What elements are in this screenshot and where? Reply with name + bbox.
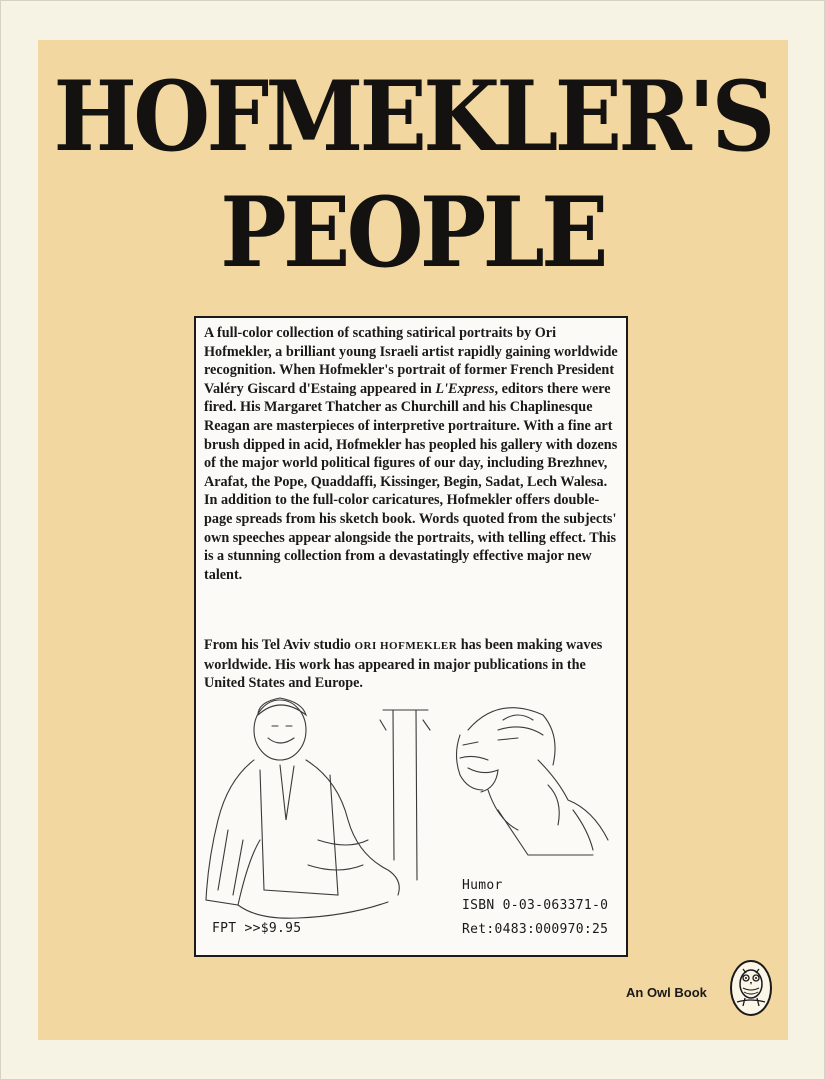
description-box — [194, 316, 628, 957]
author-name: ORI HOFMEKLER — [354, 640, 458, 652]
book-description — [204, 324, 622, 584]
bio-text-1: From his Tel Aviv studio — [204, 637, 355, 653]
description-italic: L'Express — [435, 380, 495, 397]
figure-left-coat — [260, 770, 338, 895]
isbn-label: ISBN 0-03-063371-0 — [462, 898, 609, 913]
book-title-line2: PEOPLE — [220, 176, 605, 289]
figure-right-shoulder — [498, 810, 593, 855]
bio-text-2: has been making waves worldwide. His work has appeared in major publications in the United States and Europe. — [204, 637, 603, 692]
publisher-label: An Owl Book — [626, 985, 707, 1000]
author-bio — [204, 636, 622, 693]
chair-post — [383, 710, 428, 880]
category-label: Humor — [462, 878, 503, 893]
description-text-1: A full-color collection of scathing satirical portraits by Ori Hofmekler, a brilliant young Israeli artist rapidly gaining worldwide recognition. When Hofmekler's portrait of former French President Valéry Giscard d'Estaing appeared in — [204, 325, 618, 397]
owl-icon — [727, 958, 775, 1018]
figure-left-head — [254, 700, 306, 760]
book-title-line1: HOFMEKLER'S — [53, 60, 772, 173]
price-label: FPT >>$9.95 — [212, 921, 302, 936]
figure-left-arm — [206, 760, 260, 905]
ret-code-label: Ret:0483:000970:25 — [462, 922, 609, 937]
description-text-2: , editors there were fired. His Margaret Thatcher as Churchill and his Chaplinesque Reagan are masterpieces of interpretive portraiture. With a fine art brush dipped in acid, Hofmekler has peopled his gallery with dozens of the major world political figures of our day, including Brezhnev, Arafat, the Pope, Quaddaffi, Kissinger, Begin, Sadat, Lech Walesa. In addition to the full-color caricatures, Hofmekler offers double-page spreads from his sketch book. Words quoted from the subjects' own speeches appear alongside the portraits, with telling effect. This is a stunning collection from a devastatingly effective major new talent. — [204, 380, 618, 583]
